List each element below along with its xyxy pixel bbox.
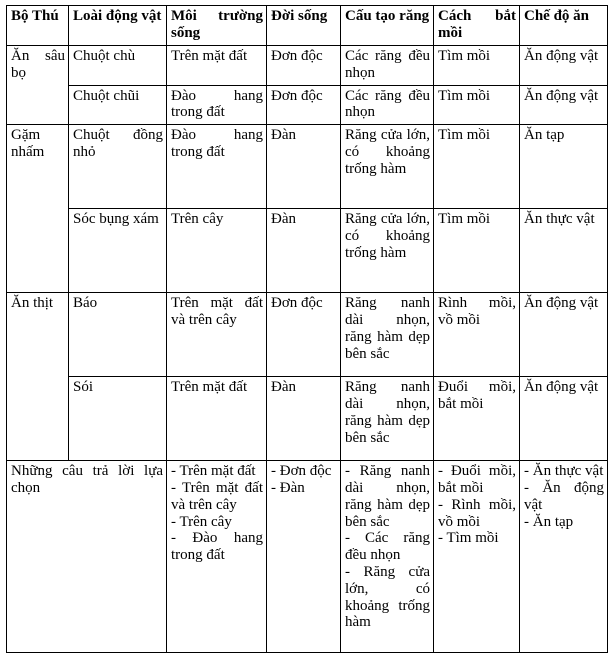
cell-species: Sói bbox=[69, 377, 167, 461]
habitat-option-list bbox=[171, 463, 263, 564]
cell-life: Đàn bbox=[267, 377, 341, 461]
cell-life: Đàn bbox=[267, 209, 341, 293]
header-cell-species: Loài động vật bbox=[69, 6, 167, 46]
cell-hunting: Tìm mồi bbox=[434, 209, 520, 293]
group-label-insectivore: Ăn sâu bọ bbox=[7, 46, 69, 125]
group-label-carnivore: Ăn thịt bbox=[7, 293, 69, 461]
table-row bbox=[7, 46, 608, 86]
group-label-rodent: Gặm nhấm bbox=[7, 125, 69, 293]
list-item: - Ăn thực vật bbox=[524, 463, 604, 480]
mammal-orders-table bbox=[6, 5, 608, 653]
cell-teeth: Các răng đều nhọn bbox=[341, 85, 434, 125]
cell-teeth: Răng nanh dài nhọn, răng hàm dẹp bên sắc bbox=[341, 377, 434, 461]
list-item: - Đào hang trong đất bbox=[171, 530, 263, 564]
list-item: - Tìm mồi bbox=[438, 530, 499, 547]
answer-choices-life bbox=[267, 461, 341, 653]
cell-species: Chuột chũi bbox=[69, 85, 167, 125]
header-cell-order: Bộ Thú bbox=[7, 6, 69, 46]
cell-teeth: Răng cửa lớn, có khoảng trống hàm bbox=[341, 125, 434, 209]
cell-life: Đơn độc bbox=[267, 293, 341, 377]
answer-choices-diet bbox=[520, 461, 608, 653]
cell-hunting: Rình mồi, vồ mồi bbox=[434, 293, 520, 377]
teeth-option-list bbox=[345, 463, 430, 631]
header-cell-hunting: Cách bắt mồi bbox=[434, 6, 520, 46]
cell-diet: Ăn động vật bbox=[520, 293, 608, 377]
list-item: - Răng nanh dài nhọn, răng hàm dẹp bên sắc bbox=[345, 463, 430, 530]
cell-hunting: Tìm mồi bbox=[434, 46, 520, 86]
table-row bbox=[7, 125, 608, 209]
cell-diet: Ăn động vật bbox=[520, 377, 608, 461]
table-row bbox=[7, 85, 608, 125]
life-option-list bbox=[271, 463, 337, 497]
cell-diet: Ăn động vật bbox=[520, 85, 608, 125]
list-item: - Răng cửa lớn, có khoảng trống hàm bbox=[345, 563, 430, 631]
list-item: - Đuổi mồi, bắt mồi bbox=[438, 463, 516, 496]
cell-species: Báo bbox=[69, 293, 167, 377]
header-cell-life: Đời sống bbox=[267, 6, 341, 46]
list-item: - Đơn độc bbox=[271, 463, 332, 480]
cell-habitat: Trên mặt đất bbox=[167, 46, 267, 86]
diet-option-list bbox=[524, 463, 604, 530]
table-row bbox=[7, 377, 608, 461]
cell-life: Đàn bbox=[267, 125, 341, 209]
answer-choices-habitat bbox=[167, 461, 267, 653]
hunting-option-list bbox=[438, 463, 516, 547]
cell-hunting: Tìm mồi bbox=[434, 125, 520, 209]
cell-habitat: Trên mặt đất bbox=[167, 377, 267, 461]
list-item: - Trên mặt đất và trên cây bbox=[171, 479, 263, 513]
cell-life: Đơn độc bbox=[267, 85, 341, 125]
header-cell-habitat: Môi trường sống bbox=[167, 6, 267, 46]
list-item: - Đàn bbox=[271, 479, 305, 496]
table-row bbox=[7, 293, 608, 377]
list-item: - Rình mồi, vồ mồi bbox=[438, 496, 516, 530]
answer-choices-teeth bbox=[341, 461, 434, 653]
cell-habitat: Đào hang trong đất bbox=[167, 85, 267, 125]
cell-habitat: Đào hang trong đất bbox=[167, 125, 267, 209]
cell-species: Chuột chù bbox=[69, 46, 167, 86]
answer-choices-hunting bbox=[434, 461, 520, 653]
list-item: - Trên cây bbox=[171, 513, 232, 530]
cell-life: Đơn độc bbox=[267, 46, 341, 86]
list-item: - Ăn tạp bbox=[524, 513, 574, 530]
cell-species: Sóc bụng xám bbox=[69, 209, 167, 293]
cell-diet: Ăn động vật bbox=[520, 46, 608, 86]
answer-choices-row bbox=[7, 461, 608, 653]
cell-hunting: Đuổi mồi, bắt mồi bbox=[434, 377, 520, 461]
cell-diet: Ăn tạp bbox=[520, 125, 608, 209]
table-body bbox=[7, 46, 608, 653]
table-container bbox=[6, 5, 607, 653]
list-item: - Ăn động vật bbox=[524, 479, 604, 513]
list-item: - Các răng đều nhọn bbox=[345, 530, 430, 564]
cell-species: Chuột đồng nhỏ bbox=[69, 125, 167, 209]
answer-choices-label: Những câu trả lời lựa chọn bbox=[7, 461, 167, 653]
cell-teeth: Răng nanh dài nhọn, răng hàm dẹp bên sắc bbox=[341, 293, 434, 377]
cell-hunting: Tìm mồi bbox=[434, 85, 520, 125]
cell-teeth: Răng cửa lớn, có khoảng trống hàm bbox=[341, 209, 434, 293]
cell-diet: Ăn thực vật bbox=[520, 209, 608, 293]
header-row bbox=[7, 6, 608, 46]
list-item: - Trên mặt đất bbox=[171, 463, 256, 480]
table-row bbox=[7, 209, 608, 293]
header-cell-teeth: Cấu tạo răng bbox=[341, 6, 434, 46]
cell-teeth: Các răng đều nhọn bbox=[341, 46, 434, 86]
table-header bbox=[7, 6, 608, 46]
cell-habitat: Trên cây bbox=[167, 209, 267, 293]
cell-habitat: Trên mặt đất và trên cây bbox=[167, 293, 267, 377]
header-cell-diet: Chế độ ăn bbox=[520, 6, 608, 46]
